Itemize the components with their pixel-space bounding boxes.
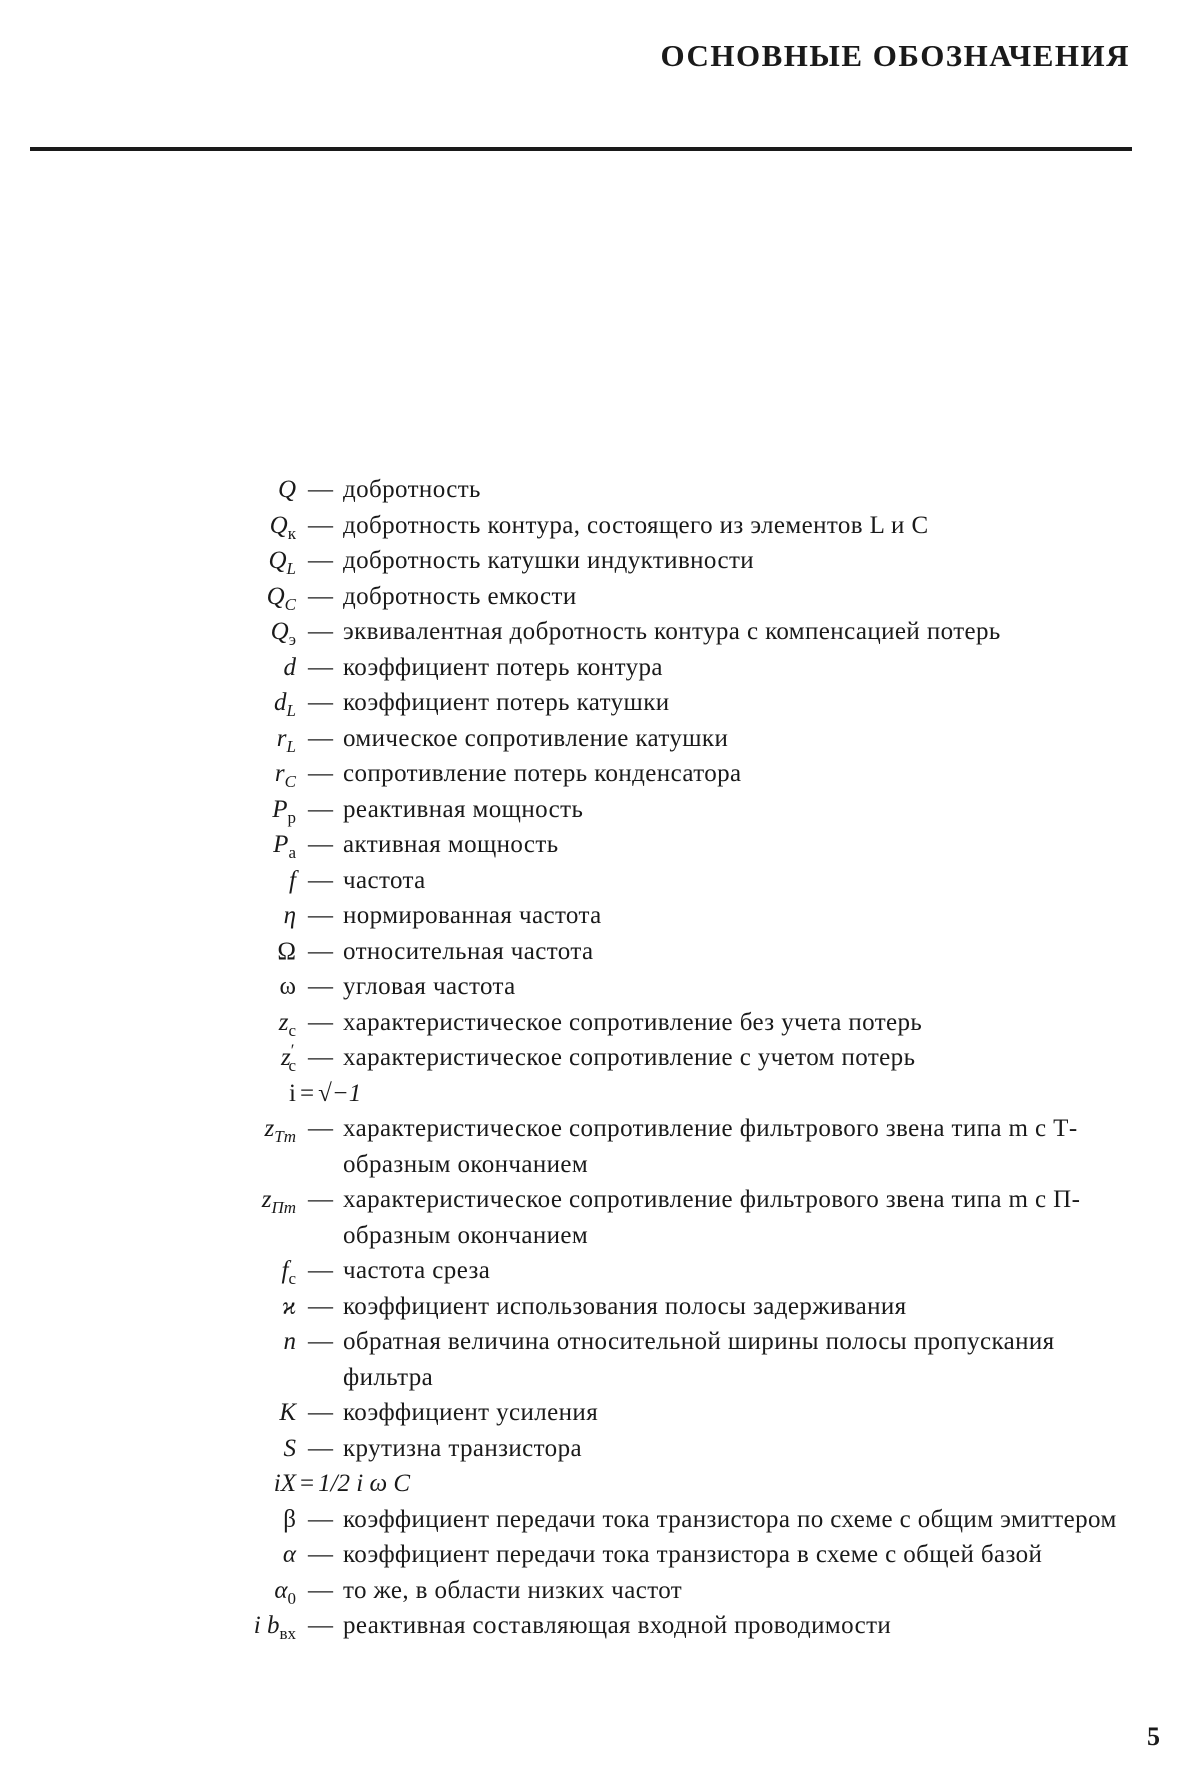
notation-definition: коэффициент использования полосы задерживания <box>343 1292 907 1320</box>
notation-definition: добротность контура, состоящего из элементов L и C <box>343 511 929 539</box>
notation-definition: частота среза <box>343 1257 491 1284</box>
notation-entry <box>150 685 1150 721</box>
notation-entry <box>150 756 1150 792</box>
notation-separator: = <box>300 1079 315 1107</box>
notation-separator: — <box>308 1044 333 1071</box>
notation-definition: добротность емкости <box>343 582 577 610</box>
notation-separator: — <box>308 1612 333 1639</box>
notation-definition: характеристическое сопротивление фильтрового звена типа m с П-образным окончанием <box>343 1186 1081 1249</box>
notation-entry <box>150 827 1150 863</box>
notation-list <box>150 472 1150 1644</box>
notation-separator: — <box>308 618 333 645</box>
notation-symbol: η <box>283 902 296 929</box>
notation-separator: — <box>308 760 333 787</box>
notation-entry <box>150 1466 1150 1502</box>
notation-definition: реактивная мощность <box>343 795 584 823</box>
notation-definition: коэффициент потерь контура <box>343 653 663 681</box>
notation-symbol: $Q_к$ <box>269 511 296 543</box>
notation-separator: — <box>308 476 333 503</box>
notation-symbol: $Q_C$ <box>266 582 296 614</box>
notation-entry <box>150 969 1150 1005</box>
notation-definition: характеристическое сопротивление с учетом потерь <box>343 1044 916 1071</box>
notation-symbol: ω <box>279 973 296 1000</box>
notation-separator: — <box>308 1434 333 1462</box>
notation-definition: частота <box>343 866 426 894</box>
notation-entry <box>150 508 1150 544</box>
notation-separator: — <box>308 831 333 858</box>
notation-symbol: $r_L$ <box>276 724 296 756</box>
notation-definition: активная мощность <box>343 831 559 858</box>
notation-entry <box>150 1005 1150 1041</box>
notation-definition: крутизна транзистора <box>343 1434 582 1462</box>
notation-symbol: $z_{Tm}$ <box>264 1115 296 1146</box>
notation-separator: = <box>300 1470 315 1497</box>
notation-entry <box>150 898 1150 934</box>
notation-separator: — <box>308 547 333 574</box>
notation-definition: нормированная частота <box>343 902 602 929</box>
notation-separator: — <box>308 1292 333 1320</box>
notation-separator: — <box>308 1328 333 1355</box>
notation-separator: — <box>308 582 333 610</box>
notation-symbol: S <box>283 1434 296 1462</box>
notation-separator: — <box>308 1115 333 1142</box>
notation-definition: угловая частота <box>343 973 516 1000</box>
notation-symbol: d <box>283 653 296 681</box>
notation-symbol: n <box>283 1328 296 1355</box>
notation-separator: — <box>308 902 333 929</box>
notation-definition: коэффициент передачи тока транзистора в схеме с общей базой <box>343 1541 1043 1568</box>
notation-definition: коэффициент передачи тока транзистора по схеме с общим эмиттером <box>343 1505 1117 1533</box>
notation-separator: — <box>308 653 333 681</box>
notation-separator: — <box>308 1008 333 1036</box>
notation-definition: добротность <box>343 476 481 503</box>
notation-separator: — <box>308 1541 333 1568</box>
notation-separator: — <box>308 866 333 894</box>
notation-symbol: i $b_{вх}$ <box>253 1612 296 1643</box>
notation-definition: реактивная составляющая входной проводимости <box>343 1612 892 1639</box>
notation-entry <box>150 1431 1150 1467</box>
notation-definition: обратная величина относительной ширины полосы пропускания фильтра <box>343 1328 1055 1391</box>
notation-entry <box>150 792 1150 828</box>
notation-definition: коэффициент усиления <box>343 1399 599 1426</box>
notation-separator: — <box>308 937 333 965</box>
notation-entry <box>150 650 1150 686</box>
notation-symbol: iX <box>273 1470 296 1497</box>
notation-definition: омическое сопротивление катушки <box>343 724 729 752</box>
notation-symbol: $f_с$ <box>281 1257 296 1288</box>
notation-symbol: $\alpha_0$ <box>274 1576 296 1608</box>
notation-separator: — <box>308 1576 333 1604</box>
notation-entry <box>150 1076 1150 1112</box>
notation-definition: добротность катушки индуктивности <box>343 547 755 574</box>
notation-entry <box>150 1182 1150 1253</box>
notation-symbol: $P_р$ <box>272 795 296 827</box>
notation-separator: — <box>308 1399 333 1426</box>
notation-symbol: $P_а$ <box>273 831 296 862</box>
notation-entry <box>150 579 1150 615</box>
notation-separator: — <box>308 689 333 716</box>
notation-entry <box>150 1289 1150 1325</box>
notation-separator: — <box>308 724 333 752</box>
notation-symbol: Q <box>277 476 296 503</box>
notation-definition: сопротивление потерь конденсатора <box>343 760 742 787</box>
notation-symbol: f <box>289 866 296 894</box>
notation-formula: 1/2 i ω C <box>318 1470 411 1497</box>
notation-definition: относительная частота <box>343 937 594 965</box>
notation-symbol: $z'_с$ <box>281 1040 296 1075</box>
notation-symbol: $z_с$ <box>278 1008 296 1040</box>
notation-entry <box>150 863 1150 899</box>
notation-entry <box>150 1253 1150 1289</box>
notation-entry <box>150 1395 1150 1431</box>
notation-entry <box>150 1040 1150 1076</box>
notation-symbol: $Q_L$ <box>268 547 296 578</box>
notation-entry <box>150 934 1150 970</box>
notation-definition: то же, в области низких частот <box>343 1576 683 1604</box>
notation-entry <box>150 472 1150 508</box>
notation-entry <box>150 543 1150 579</box>
notation-symbol: α <box>282 1541 296 1568</box>
notation-symbol: Ω <box>277 937 296 965</box>
notation-separator: — <box>308 1257 333 1284</box>
notation-entry <box>150 1537 1150 1573</box>
notation-separator: — <box>308 1186 333 1213</box>
notation-entry <box>150 1502 1150 1538</box>
notation-symbol: $z_{Пm}$ <box>261 1186 296 1217</box>
page-number: 5 <box>1147 1722 1160 1751</box>
notation-definition: эквивалентная добротность контура с компенсацией потерь <box>343 618 1001 645</box>
notation-definition: характеристическое сопротивление фильтрового звена типа m с Т-образным окончанием <box>343 1115 1078 1178</box>
notation-entry <box>150 1573 1150 1609</box>
notation-symbol: $Q_э$ <box>270 618 296 649</box>
notation-symbol: K <box>279 1399 296 1426</box>
notation-entry <box>150 1111 1150 1182</box>
notation-separator: — <box>308 795 333 823</box>
notation-entry <box>150 1324 1150 1395</box>
notation-separator: — <box>308 973 333 1000</box>
page-title: ОСНОВНЫЕ ОБОЗНАЧЕНИЯ <box>660 38 1130 73</box>
notation-separator: — <box>308 1505 333 1533</box>
notation-entry <box>150 721 1150 757</box>
notation-separator: — <box>308 511 333 539</box>
notation-symbol: i <box>289 1079 296 1107</box>
notation-symbol: $r_C$ <box>274 760 296 791</box>
header-rule <box>30 147 1132 151</box>
notation-definition: характеристическое сопротивление без учета потерь <box>343 1008 923 1036</box>
notation-definition: коэффициент потерь катушки <box>343 689 670 716</box>
notation-formula: √−1 <box>318 1079 362 1107</box>
notation-symbol: $d_L$ <box>274 689 296 720</box>
notation-symbol: ϰ <box>281 1292 296 1320</box>
notation-entry <box>150 614 1150 650</box>
notation-entry <box>150 1608 1150 1644</box>
notation-symbol: β <box>283 1505 296 1533</box>
